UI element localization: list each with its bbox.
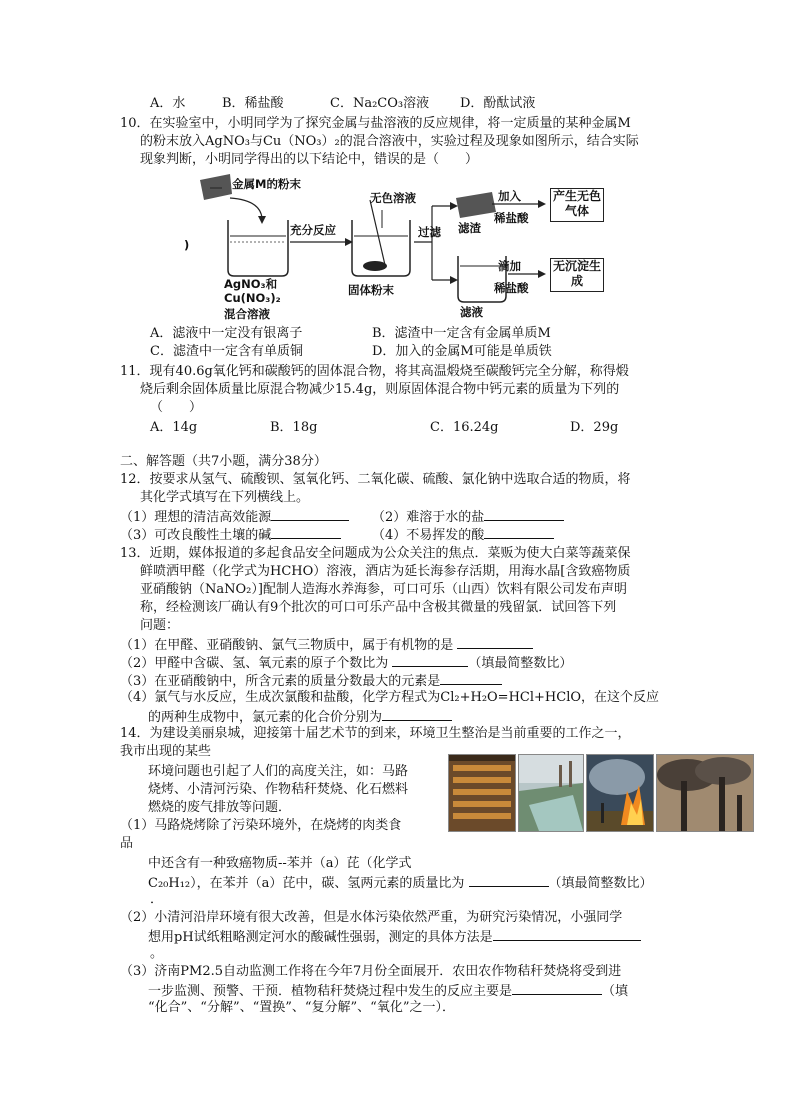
q13-part3-text: （3）在亚硝酸钠中，所含元素的质量分数最大的元素是 <box>120 674 441 689</box>
q14-part2b <box>148 928 641 946</box>
q14-part3a: （3）济南PM2.5自动监测工作将在今年7月份全面展开．农田农作物秸秆焚烧将受到进 <box>120 964 622 979</box>
q10-line3: 现象判断，小明同学得出的以下结论中，错误的是（ ） <box>140 152 479 167</box>
label-mix-1: AgNO₃和 <box>224 277 278 291</box>
q10-option-b: B．滤渣中一定含有金属单质M <box>372 326 551 341</box>
q13-part4a: （4）氯气与水反应，生成次氯酸和盐酸，化学方程式为Cl₂+H₂O=HCl+HClO，在这个反应 <box>120 690 660 705</box>
q12-part3-text: （3）可改良酸性土壤的碱 <box>120 528 272 543</box>
label-filter: 过滤 <box>418 225 441 239</box>
label-solid: 固体粉末 <box>348 283 394 297</box>
q13-part2-hint: （填最简整数比） <box>468 656 573 671</box>
label-mix-2: Cu(NO₃)₂ <box>224 291 281 305</box>
q12-part4-text: （4）不易挥发的酸 <box>372 528 485 543</box>
q14-part1c: 中还含有一种致癌物质--苯并（a）芘（化学式 <box>148 856 412 871</box>
q14-part1a: （1）马路烧烤除了污染环境外，在烧烤的肉类食 <box>120 818 402 833</box>
photo-roadside-barbecue <box>448 754 516 832</box>
q11-line3: （ ） <box>150 400 203 415</box>
q14-part2a: （2）小清河沿岸环境有很大改善，但是水体污染依然严重，为研究污染情况，小强同学 <box>120 910 623 925</box>
experiment-figure <box>170 170 630 330</box>
section-heading: 二、解答题（共7小题，满分38分） <box>120 454 327 469</box>
q14-part1b: 品 <box>120 836 134 851</box>
q14-line4: 烧烤、小清河污染、作物秸秆焚烧、化石燃料 <box>148 782 409 797</box>
answer-blank[interactable] <box>382 708 452 721</box>
q13-line4: 称，经检测该厂确认有9个批次的可口可乐产品中含极其微量的残留氯．试回答下列 <box>140 600 617 615</box>
q13-line2: 鲜喷洒甲醛（化学式为HCHO）溶液，酒店为延长海参存活期，用海水晶[含致癌物质 <box>140 564 631 579</box>
answer-blank[interactable] <box>440 672 502 685</box>
q12-part2 <box>372 508 564 526</box>
q12-line2: 其化学式填写在下列横线上。 <box>140 490 310 505</box>
q10-option-c: C．滤渣中一定含有单质铜 <box>150 344 303 359</box>
label-left-mark: ) <box>184 238 190 252</box>
q13-part1 <box>120 636 533 654</box>
photo-polluted-river <box>518 754 584 832</box>
q9-option-d: D．酚酞试液 <box>460 96 536 111</box>
q14-line2: 我市出现的某些 <box>120 744 212 759</box>
label-mix-3: 混合溶液 <box>224 307 270 321</box>
q14-part1d <box>148 874 653 892</box>
answer-blank[interactable] <box>271 508 349 521</box>
label-dilute-hcl-1: 稀盐酸 <box>494 211 529 225</box>
q11-line2: 烧后剩余固体质量比原混合物减少15.4g，则原固体混合物中钙元素的质量为下列的 <box>140 382 620 397</box>
result-box-gas: 产生无色气体 <box>550 188 604 222</box>
q14-part3b-text: 一步监测、预警、干预．植物秸秆焚烧过程中发生的反应主要是 <box>148 984 513 999</box>
q13-part4b-text: 的两种生成物中，氯元素的化合价分别为 <box>148 710 383 725</box>
q14-part1d-hint: （填最简整数比） <box>548 876 653 891</box>
q14-part3d: “化合”、“分解”、“置换”、“复分解”、“氧化”之一）． <box>148 1000 455 1015</box>
q14-part1d-text: C₂₀H₁₂），在苯并（a）芘中，碳、氢两元素的质量比为 <box>148 876 465 891</box>
paper-icon <box>200 174 232 200</box>
q12-line1: 12．按要求从氢气、硫酸钡、氢氧化钙、二氧化碳、硫酸、氯化钠中选取合适的物质，将 <box>120 472 631 487</box>
q12-part1 <box>120 508 349 526</box>
answer-blank[interactable] <box>457 636 533 649</box>
label-metal-powder: 金属M的粉末 <box>232 177 301 191</box>
label-residue: 滤渣 <box>458 221 481 235</box>
q11-option-b: B．18g <box>270 420 318 435</box>
q11-line1: 11．现有40.6g氧化钙和碳酸钙的固体混合物，将其高温煅烧至碳酸钙完全分解，称得煅 <box>120 364 629 379</box>
photo-straw-burning <box>586 754 654 832</box>
q13-line1: 13．近期，媒体报道的多起食品安全问题成为公众关注的焦点．菜贩为使大白菜等蔬菜保 <box>120 546 631 561</box>
q13-part2 <box>120 654 572 672</box>
q14-line3: 环境问题也引起了人们的高度关注，如：马路 <box>148 764 409 779</box>
q12-part2-text: （2）难溶于水的盐 <box>372 510 485 525</box>
answer-blank[interactable] <box>469 874 549 887</box>
answer-blank[interactable] <box>493 928 641 941</box>
q10-option-d: D．加入的金属M可能是单质铁 <box>372 344 552 359</box>
q10-line2: 的粉末放入AgNO₃与Cu（NO₃）₂的混合溶液中，实验过程及现象如图所示，结合实际 <box>140 134 639 149</box>
q10-option-a: A．滤液中一定没有银离子 <box>150 326 303 341</box>
q9-option-c: C．Na₂CO₃溶液 <box>330 96 430 111</box>
q14-line5: 燃烧的废气排放等问题． <box>148 800 292 815</box>
q14-line1: 14．为建设美丽泉城，迎接第十届艺术节的到来，环境卫生整治是当前重要的工作之一， <box>120 726 631 741</box>
q13-part4b <box>148 708 452 726</box>
q12-part1-text: （1）理想的清洁高效能源 <box>120 510 272 525</box>
label-drop: 滴加 <box>498 259 521 273</box>
label-dilute-hcl-2: 稀盐酸 <box>494 281 529 295</box>
answer-blank[interactable] <box>392 654 468 667</box>
label-filtrate: 滤液 <box>460 305 483 319</box>
q13-part2-text: （2）甲醛中含碳、氢、氧元素的原子个数比为 <box>120 656 389 671</box>
q9-option-b: B．稀盐酸 <box>222 96 284 111</box>
q9-option-a: A．水 <box>150 96 186 111</box>
q14-part3b <box>148 982 628 1000</box>
label-add: 加入 <box>498 189 521 203</box>
answer-blank[interactable] <box>484 526 554 539</box>
q13-line5: 问题： <box>140 618 180 633</box>
photo-factory-smoke <box>656 754 754 832</box>
q13-line3: 亚硝酸钠（NaNO₂）]配制人造海水养海参，可口可乐（山西）饮料有限公司发布声明 <box>140 582 627 597</box>
answer-blank[interactable] <box>512 982 602 995</box>
q13-part1-text: （1）在甲醛、亚硝酸钠、氯气三物质中，属于有机物的是 <box>120 638 454 653</box>
q12-part3 <box>120 526 341 544</box>
result-box-no-precipitate: 无沉淀生成 <box>550 258 604 292</box>
q11-option-c: C．16.24g <box>430 420 499 435</box>
label-colorless: 无色溶液 <box>370 191 416 205</box>
label-react: 充分反应 <box>290 223 336 237</box>
q11-option-d: D．29g <box>570 420 619 435</box>
answer-blank[interactable] <box>271 526 341 539</box>
q10-line1: 10．在实验室中，小明同学为了探究金属与盐溶液的反应规律，将一定质量的某种金属M <box>120 116 631 131</box>
q14-part2c: 。 <box>150 946 164 961</box>
q11-option-a: A．14g <box>150 420 198 435</box>
q14-part1f: ． <box>150 892 164 907</box>
answer-blank[interactable] <box>484 508 564 521</box>
q14-part3b-hint: （填 <box>602 984 629 999</box>
q13-part3 <box>120 672 502 690</box>
q12-part4 <box>372 526 554 544</box>
q14-part2b-text: 想用pH试纸粗略测定河水的酸碱性强弱，测定的具体方法是 <box>148 930 493 945</box>
